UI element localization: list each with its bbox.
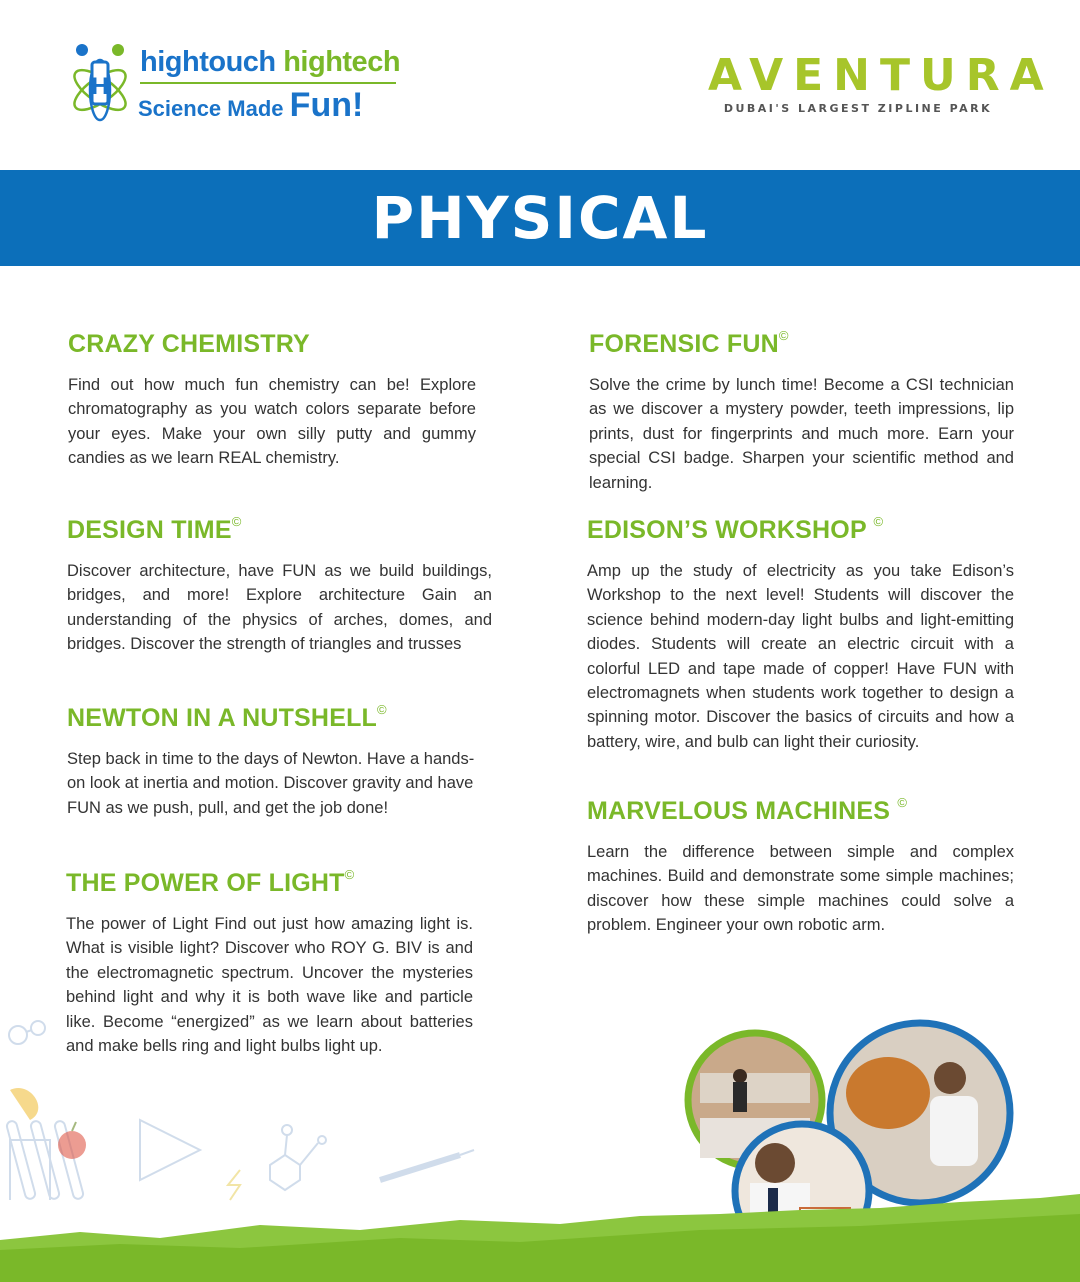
- hexagon-molecule-icon: [282, 1125, 292, 1135]
- section-body: Solve the crime by lunch time! Become a CSI technician as we discover a mystery powder, teeth impressions, lip prints, dust for fingerprints and much more. Earn your special CSI badge. Sharpen your scientific method and learning.: [589, 376, 1014, 492]
- brand-line-2: Science Made Fun!: [138, 86, 364, 124]
- brand-line-1: hightouch hightech: [140, 46, 401, 78]
- section-title: NEWTON IN A NUTSHELL©: [67, 702, 387, 732]
- section-title: THE POWER OF LIGHT©: [66, 867, 355, 897]
- graduation-cap-icon: [140, 1120, 200, 1180]
- aventura-wordmark: AVENTURA: [708, 50, 1054, 101]
- title-banner: [0, 170, 1080, 266]
- section-body: The power of Light Find out just how amazing light is. What is visible light? Discover who ROY G. BIV is and the electromagnetic spectrum. Uncover the mysteries behind light and why it is both wave like and particle like. Become “energized” as we learn about batteries and make bells ring and light bulbs light up.: [66, 915, 473, 1056]
- page-title: PHYSICAL: [371, 184, 709, 252]
- section-newton-in-a-nutshell: [67, 704, 492, 820]
- section-title: CRAZY CHEMISTRY: [68, 330, 310, 358]
- atom-logo-icon: [66, 40, 138, 130]
- copyright-mark: ©: [231, 514, 242, 529]
- section-title: MARVELOUS MACHINES ©: [587, 795, 908, 825]
- section-title: FORENSIC FUN©: [589, 328, 789, 358]
- copyright-mark: ©: [344, 867, 355, 882]
- copyright-mark: ©: [873, 514, 884, 529]
- copyright-mark: ©: [377, 702, 387, 717]
- hightouch-hightech-logo: [66, 40, 406, 130]
- section-title: DESIGN TIME©: [67, 514, 242, 544]
- apple-icon: [58, 1131, 86, 1159]
- section-title: EDISON’S WORKSHOP ©: [587, 514, 884, 544]
- brand-rule: [140, 82, 396, 84]
- section-forensic-fun: [589, 330, 1014, 495]
- section-marvelous-machines: [587, 797, 1014, 938]
- section-crazy-chemistry: [68, 330, 476, 471]
- aventura-tagline: DUBAI'S LARGEST ZIPLINE PARK: [723, 102, 993, 115]
- section-body: Discover architecture, have FUN as we build buildings, bridges, and more! Explore architecture Gain an understanding of the physics of arches, domes, and bridges. Discover the strength of triangles and trusses: [67, 562, 492, 654]
- grass-footer-decoration: [0, 1180, 1080, 1282]
- section-body: Step back in time to the days of Newton. Have a hands-on look at inertia and motion. Discover gravity and have FUN as we push, pull, and get the job done!: [67, 750, 475, 817]
- syringe-icon: [380, 1155, 460, 1180]
- svg-text:H: H: [91, 73, 109, 100]
- section-body: Find out how much fun chemistry can be! Explore chromatography as you watch colors separate before your eyes. Make your own silly putty and gummy candies as we learn REAL chemistry.: [68, 376, 476, 468]
- copyright-mark: ©: [778, 328, 789, 343]
- aventura-logo: [708, 50, 1054, 122]
- molecule-icon: [9, 1026, 27, 1044]
- copyright-mark: ©: [897, 795, 908, 810]
- section-edisons-workshop: [587, 516, 1014, 754]
- section-body: Learn the difference between simple and complex machines. Build and demonstrate some simple machines; discover how these simple machines could solve a problem. Engineer your own robotic arm.: [587, 843, 1014, 935]
- section-body: Amp up the study of electricity as you take Edison’s Workshop to the next level! Students will discover the science behind modern-day light bulbs and light-emitting diodes. Students will create an electric circuit with a colorful LED and tape made of copper! Have FUN with electromagnets when students work together to design a spinning motor. Discover the basics of circuits and how a battery, wire, and bulb can light their curiosity.: [587, 562, 1014, 751]
- section-design-time: [67, 516, 492, 657]
